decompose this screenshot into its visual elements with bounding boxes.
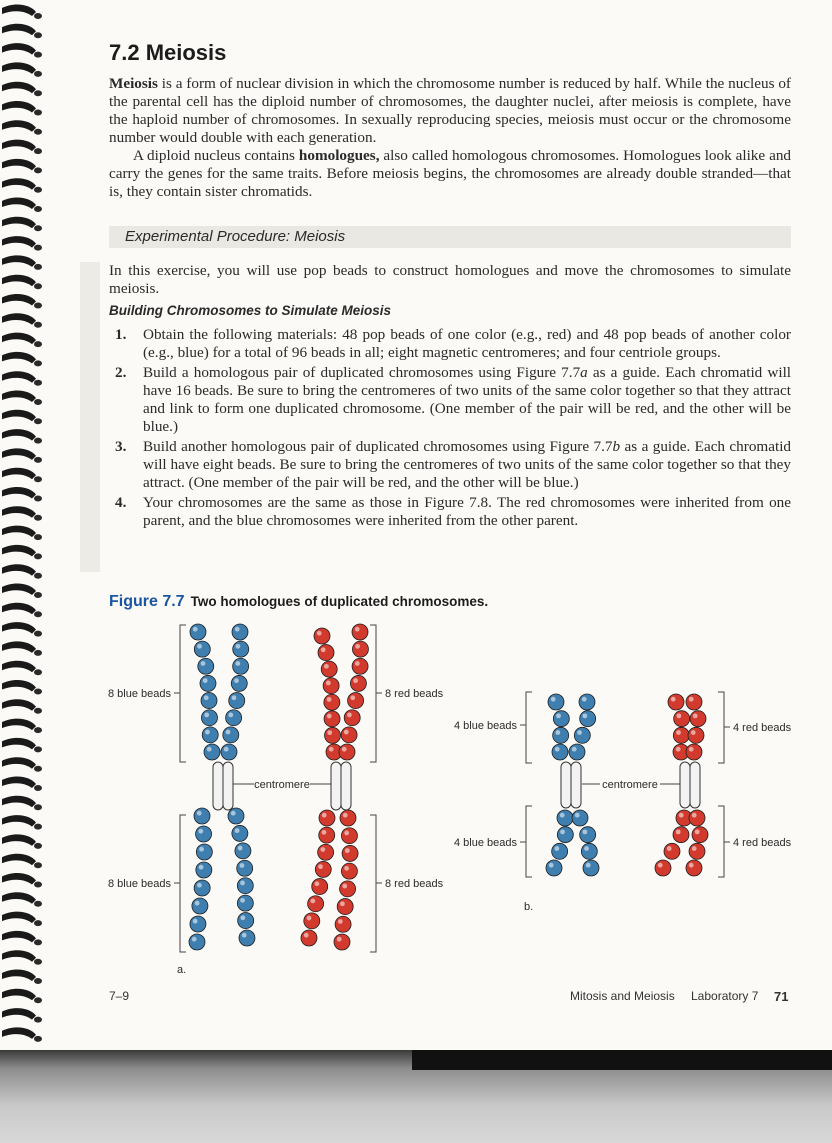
- bead-highlight: [556, 713, 561, 718]
- bead-highlight: [192, 937, 197, 942]
- blue-bead: [198, 658, 214, 674]
- bead-highlight: [327, 714, 332, 719]
- red-bead: [321, 661, 337, 677]
- blue-bead: [553, 711, 569, 727]
- blue-bead: [583, 860, 599, 876]
- centromere-capsule: [571, 762, 581, 808]
- bead-highlight: [340, 901, 345, 906]
- red-bead: [341, 863, 357, 879]
- bead-highlight: [355, 644, 360, 649]
- figure-number: Figure 7.7: [109, 593, 185, 610]
- step-text: Build a homologous pair of duplicated chromosomes using Figure 7.7: [143, 364, 581, 381]
- blue-bead: [233, 641, 249, 657]
- binding-hole: [34, 1036, 42, 1042]
- bead-highlight: [676, 829, 681, 834]
- bead-highlight: [240, 898, 245, 903]
- bead-highlight: [197, 811, 202, 816]
- bead-highlight: [204, 695, 209, 700]
- red-bead: [340, 810, 356, 826]
- step-text-italic: a: [580, 364, 588, 381]
- page-bottom-shadow: [0, 1050, 832, 1143]
- red-bead: [319, 827, 335, 843]
- blue-bead: [579, 694, 595, 710]
- red-bead: [668, 694, 684, 710]
- label-blue-top-b: 4 blue beads: [454, 720, 517, 732]
- bracket-red-top-a: [370, 625, 376, 762]
- red-bead: [673, 727, 689, 743]
- red-bead: [337, 899, 353, 915]
- bead-highlight: [199, 847, 204, 852]
- bead-highlight: [238, 846, 243, 851]
- red-bead: [312, 879, 328, 895]
- panel-label-b: b.: [524, 901, 534, 913]
- bead-highlight: [551, 697, 556, 702]
- blue-bead: [202, 727, 218, 743]
- bead-highlight: [203, 678, 208, 683]
- bead-highlight: [197, 644, 202, 649]
- footer-lab: Laboratory 7: [691, 989, 759, 1003]
- bead-highlight: [692, 846, 697, 851]
- step-number: 3.: [115, 438, 127, 455]
- red-bead: [686, 860, 702, 876]
- bead-highlight: [240, 863, 245, 868]
- blue-bead: [223, 727, 239, 743]
- red-bead: [319, 810, 335, 826]
- bead-highlight: [321, 647, 326, 652]
- bead-highlight: [231, 811, 236, 816]
- red-bead: [314, 628, 330, 644]
- red-bead: [324, 711, 340, 727]
- blue-bead: [194, 808, 210, 824]
- blue-bead: [231, 675, 247, 691]
- bracket-blue-bottom-b: [526, 806, 532, 877]
- label-centromere-b: centromere: [602, 779, 658, 791]
- step-text: as a guide. Each chromatid will have 16 beads. Be sure to bring the centromeres of two units of the same color together so that they attract and link to form one duplicated chromosome. (One member of the pair will be red, and the other will be blue.): [143, 364, 792, 435]
- red-bead: [318, 645, 334, 661]
- label-red-bottom-a: 8 red beads: [385, 878, 444, 890]
- figure-caption: Two homologues of duplicated chromosomes.: [190, 594, 489, 609]
- bead-highlight: [689, 697, 694, 702]
- bead-highlight: [344, 831, 349, 836]
- blue-bead: [569, 744, 585, 760]
- bead-highlight: [575, 813, 580, 818]
- bead-highlight: [326, 681, 331, 686]
- bead-highlight: [226, 730, 231, 735]
- blue-bead: [557, 810, 573, 826]
- red-bead: [686, 744, 702, 760]
- red-bead: [686, 694, 702, 710]
- label-blue-bottom-b: 4 blue beads: [454, 837, 517, 849]
- label-red-top-a: 8 red beads: [385, 688, 444, 700]
- bead-highlight: [345, 848, 350, 853]
- bead-highlight: [555, 747, 560, 752]
- bead-highlight: [355, 661, 360, 666]
- bead-highlight: [342, 884, 347, 889]
- bead-highlight: [554, 846, 559, 851]
- bead-highlight: [235, 627, 240, 632]
- bead-highlight: [240, 915, 245, 920]
- bead-highlight: [236, 644, 241, 649]
- footer-left: 7–9: [109, 989, 130, 1003]
- red-bead: [674, 711, 690, 727]
- bead-highlight: [315, 881, 320, 886]
- bead-highlight: [310, 899, 315, 904]
- red-bead: [324, 694, 340, 710]
- bead-highlight: [198, 829, 203, 834]
- blue-bead: [221, 744, 237, 760]
- step-number: 4.: [115, 494, 127, 511]
- blue-bead: [552, 744, 568, 760]
- red-bead: [339, 744, 355, 760]
- red-bead: [348, 693, 364, 709]
- red-bead: [304, 913, 320, 929]
- centromere-capsule: [690, 762, 700, 808]
- red-bead: [342, 845, 358, 861]
- bead-highlight: [693, 713, 698, 718]
- blue-bead: [580, 827, 596, 843]
- bead-highlight: [582, 697, 587, 702]
- label-blue-top-a: 8 blue beads: [108, 688, 171, 700]
- bead-highlight: [324, 664, 329, 669]
- centromere-capsule: [561, 762, 571, 808]
- bead-highlight: [204, 713, 209, 718]
- step-text: Build another homologous pair of duplicated chromosomes using Figure 7.7: [143, 438, 613, 455]
- red-bead: [341, 828, 357, 844]
- bead-highlight: [582, 829, 587, 834]
- panel-label-a: a.: [177, 964, 187, 976]
- blue-bead: [196, 862, 212, 878]
- blue-bead: [228, 808, 244, 824]
- bead-highlight: [205, 730, 210, 735]
- bead-highlight: [193, 627, 198, 632]
- red-bead: [673, 827, 689, 843]
- blue-bead: [201, 710, 217, 726]
- bead-highlight: [337, 937, 342, 942]
- bead-highlight: [197, 883, 202, 888]
- bead-highlight: [201, 661, 206, 666]
- spiral-coil: [2, 1027, 36, 1038]
- blue-bead: [239, 930, 255, 946]
- bead-highlight: [224, 747, 229, 752]
- red-bead: [344, 710, 360, 726]
- bead-highlight: [549, 863, 554, 868]
- red-bead: [352, 658, 368, 674]
- bead-highlight: [329, 747, 334, 752]
- step-text: as a guide. Each chromatid will have eight beads. Be sure to bring the centromeres of two units of the same color together so that they attract. (One member of the pair will be red, and the other will be blue.): [143, 438, 792, 491]
- blue-bead: [226, 710, 242, 726]
- blue-bead: [194, 880, 210, 896]
- red-bead: [350, 675, 366, 691]
- blue-bead: [190, 624, 206, 640]
- bead-highlight: [347, 713, 352, 718]
- blue-bead: [196, 826, 212, 842]
- bead-highlight: [691, 730, 696, 735]
- centromere-capsule: [680, 762, 690, 808]
- bead-highlight: [207, 747, 212, 752]
- red-bead: [301, 930, 317, 946]
- bead-highlight: [344, 730, 349, 735]
- bead-highlight: [679, 813, 684, 818]
- step-text-italic: b: [612, 438, 621, 455]
- blue-bead: [580, 711, 596, 727]
- red-bead: [335, 916, 351, 932]
- red-bead: [690, 711, 706, 727]
- blue-bead: [232, 624, 248, 640]
- red-bead: [352, 641, 368, 657]
- bead-highlight: [342, 747, 347, 752]
- bead-highlight: [676, 730, 681, 735]
- blue-bead: [238, 913, 254, 929]
- procedure-intro: In this exercise, you will use pop beads to construct homologues and move the chromosomes to simulate meiosis.: [109, 262, 791, 297]
- blue-bead: [200, 675, 216, 691]
- bead-highlight: [235, 661, 240, 666]
- bead-highlight: [667, 846, 672, 851]
- bead-highlight: [327, 730, 332, 735]
- bead-highlight: [343, 813, 348, 818]
- bead-highlight: [199, 865, 204, 870]
- blue-bead: [546, 860, 562, 876]
- bead-highlight: [676, 713, 681, 718]
- label-centromere-a: centromere: [254, 779, 310, 791]
- bead-highlight: [572, 747, 577, 752]
- bracket-red-top-b: [718, 692, 724, 763]
- bead-highlight: [560, 813, 565, 818]
- bead-highlight: [676, 747, 681, 752]
- term-meiosis: Meiosis: [109, 75, 158, 92]
- bead-highlight: [671, 697, 676, 702]
- blue-bead: [192, 898, 208, 914]
- bead-highlight: [234, 678, 239, 683]
- red-bead: [315, 861, 331, 877]
- intro-p2-start: A diploid nucleus contains: [133, 147, 299, 164]
- blue-bead: [204, 744, 220, 760]
- label-blue-bottom-a: 8 blue beads: [108, 878, 171, 890]
- bead-highlight: [327, 697, 332, 702]
- blue-bead: [229, 693, 245, 709]
- bead-highlight: [320, 847, 325, 852]
- blue-bead: [235, 843, 251, 859]
- bead-highlight: [240, 881, 245, 886]
- bead-highlight: [355, 627, 360, 632]
- binding-hole: [34, 1017, 42, 1023]
- blue-bead: [237, 878, 253, 894]
- bead-highlight: [322, 830, 327, 835]
- red-bead: [323, 678, 339, 694]
- bead-highlight: [307, 916, 312, 921]
- label-red-bottom-b: 4 red beads: [733, 837, 792, 849]
- red-bead: [688, 727, 704, 743]
- red-bead: [655, 860, 671, 876]
- blue-bead: [237, 860, 253, 876]
- page-number: 71: [774, 989, 789, 1004]
- bead-highlight: [689, 747, 694, 752]
- bead-highlight: [317, 631, 322, 636]
- blue-bead: [574, 727, 590, 743]
- red-bead: [352, 624, 368, 640]
- bead-highlight: [242, 933, 247, 938]
- bead-highlight: [228, 713, 233, 718]
- bracket-blue-top-a: [180, 625, 186, 762]
- bead-highlight: [338, 919, 343, 924]
- blue-bead: [581, 843, 597, 859]
- blue-bead: [196, 844, 212, 860]
- red-bead: [341, 727, 357, 743]
- bead-highlight: [195, 901, 200, 906]
- centromere-capsule: [341, 762, 351, 810]
- blue-bead: [237, 895, 253, 911]
- bead-highlight: [353, 678, 358, 683]
- blue-bead: [232, 825, 248, 841]
- centromere-capsule: [213, 762, 223, 810]
- blue-bead: [572, 810, 588, 826]
- step-text: Your chromosomes are the same as those in Figure 7.8. The red chromosomes were inherited from one parent, and the blue chromosomes were inherited from the other parent.: [143, 494, 791, 529]
- bracket-red-bottom-b: [718, 806, 724, 877]
- spiral-coil: [2, 1008, 36, 1019]
- bead-highlight: [560, 829, 565, 834]
- centromere-capsule: [331, 762, 341, 810]
- red-bead: [340, 881, 356, 897]
- blue-bead: [552, 843, 568, 859]
- bead-highlight: [658, 863, 663, 868]
- centromere-capsule: [223, 762, 233, 810]
- procedure-subheading: Building Chromosomes to Simulate Meiosis: [109, 303, 392, 318]
- blue-bead: [189, 934, 205, 950]
- footer-book: Mitosis and Meiosis: [570, 989, 675, 1003]
- red-bead: [334, 934, 350, 950]
- term-homologues: homologues,: [298, 147, 380, 164]
- red-bead: [689, 843, 705, 859]
- step-text: Obtain the following materials: 48 pop beads of one color (e.g., red) and 48 pop beads of another color (e.g., blue) for a total of 96 beads in all; eight magnetic centromeres; and four centriole groups.: [143, 326, 791, 361]
- red-bead: [325, 727, 341, 743]
- red-bead: [664, 843, 680, 859]
- blue-bead: [553, 727, 569, 743]
- blue-bead: [201, 693, 217, 709]
- bead-highlight: [232, 695, 237, 700]
- intro-p2-text: also called homologous chromosomes. Homologues look alike and carry the genes for the same traits. Before meiosis begins, the chromosomes are already double stranded—that is, they contain sister chromatids.: [109, 147, 792, 200]
- label-red-top-b: 4 red beads: [733, 722, 792, 734]
- bead-highlight: [586, 863, 591, 868]
- bead-highlight: [344, 866, 349, 871]
- bracket-blue-bottom-a: [180, 815, 186, 952]
- bead-highlight: [577, 730, 582, 735]
- bracket-blue-top-b: [526, 692, 532, 763]
- bead-highlight: [235, 828, 240, 833]
- bead-highlight: [322, 813, 327, 818]
- bead-highlight: [304, 933, 309, 938]
- section-title: 7.2 Meiosis: [109, 40, 227, 65]
- bead-highlight: [582, 713, 587, 718]
- bead-highlight: [555, 730, 560, 735]
- step-number: 2.: [115, 364, 127, 381]
- red-bead: [689, 810, 705, 826]
- bead-highlight: [584, 846, 589, 851]
- bead-highlight: [692, 813, 697, 818]
- step-number: 1.: [115, 326, 127, 343]
- bead-highlight: [689, 863, 694, 868]
- blue-bead: [190, 916, 206, 932]
- blue-bead: [194, 641, 210, 657]
- bead-highlight: [193, 919, 198, 924]
- bead-highlight: [350, 695, 355, 700]
- red-bead: [692, 827, 708, 843]
- bracket-red-bottom-a: [370, 815, 376, 952]
- bead-highlight: [318, 864, 323, 869]
- red-bead: [308, 896, 324, 912]
- blue-bead: [233, 658, 249, 674]
- intro-p1-text: is a form of nuclear division in which the chromosome number is reduced by half. While the nucleus of the parental cell has the diploid number of chromosomes, the daughter nuclei, after meiosis is complete, have the haploid number of chromosomes. In sexually reproducing species, meiosis must occur or the chromosome number would double with each generation.: [109, 75, 791, 146]
- procedure-heading: Experimental Procedure: Meiosis: [125, 228, 346, 245]
- red-bead: [318, 844, 334, 860]
- bead-highlight: [695, 829, 700, 834]
- blue-bead: [557, 827, 573, 843]
- blue-bead: [548, 694, 564, 710]
